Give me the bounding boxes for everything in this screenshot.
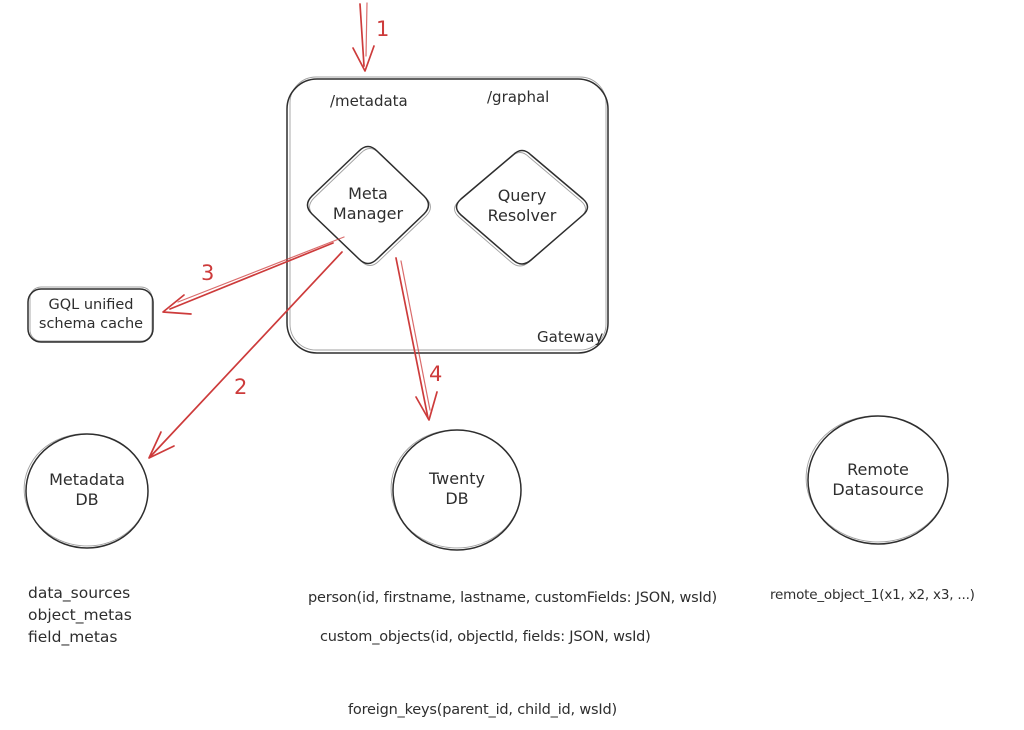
endpoint-metadata-label: /metadata xyxy=(330,92,408,110)
gateway-label: Gateway xyxy=(537,328,604,346)
person-table-signature: person(id, firstname, lastname, customFields: JSON, wsId) xyxy=(308,590,718,606)
arrow-3-number: 3 xyxy=(201,261,215,285)
table-name: data_sources xyxy=(28,584,131,602)
foreign-keys-table-signature: foreign_keys(parent_id, child_id, wsId) xyxy=(348,702,617,718)
arrow-3-shape xyxy=(163,237,344,314)
remote-object-table-signature: remote_object_1(x1, x2, x3, ...) xyxy=(770,587,975,603)
arrow-2-shape xyxy=(149,252,342,458)
arrow-4-shape xyxy=(396,258,437,420)
table-name: field_metas xyxy=(28,628,118,646)
endpoint-graphql-label: /graphal xyxy=(487,88,550,106)
custom-objects-table-signature: custom_objects(id, objectId, fields: JSON, wsId) xyxy=(320,629,651,645)
remote-datasource-label: Remote Datasource xyxy=(832,460,924,499)
arrow-1-shape xyxy=(353,3,374,71)
metadata-db-tables xyxy=(28,582,132,648)
schema-cache-label: GQL unified schema cache xyxy=(38,297,144,332)
arrow-2-number: 2 xyxy=(234,375,248,399)
meta-manager-label: Meta Manager xyxy=(332,184,404,223)
table-name: object_metas xyxy=(28,606,132,624)
arrow-1-number: 1 xyxy=(376,17,390,41)
query-resolver-label: Query Resolver xyxy=(487,186,557,225)
twenty-db-label: Twenty DB xyxy=(429,469,485,508)
arrow-4-number: 4 xyxy=(429,362,443,386)
metadata-db-label: Metadata DB xyxy=(49,470,125,509)
